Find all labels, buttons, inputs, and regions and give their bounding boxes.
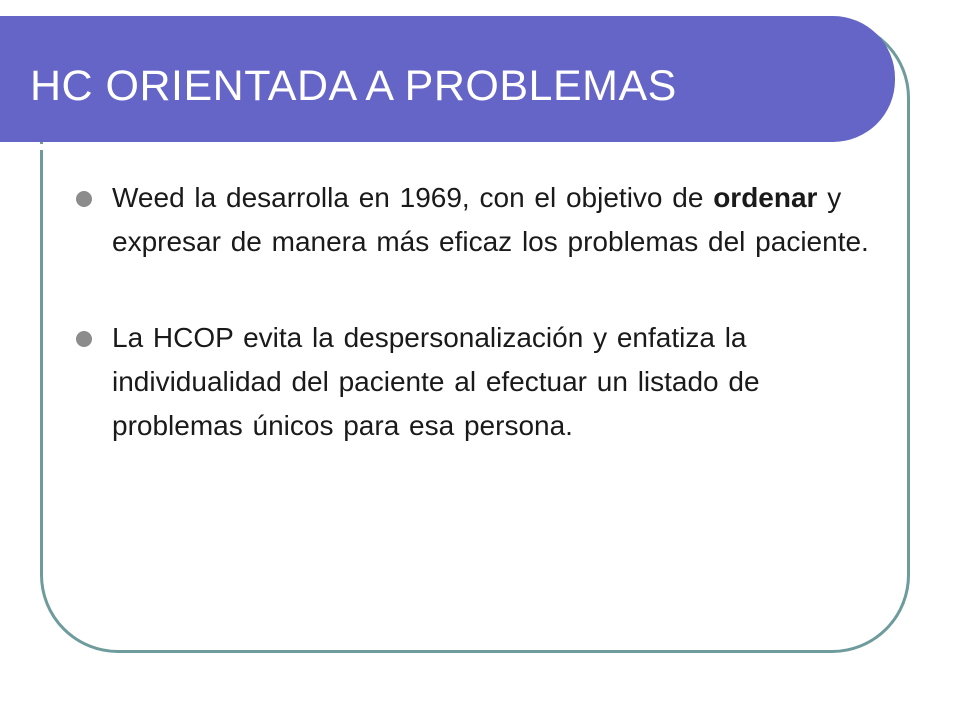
bullet-item (76, 316, 876, 448)
bullet-item (76, 176, 876, 264)
bullet-text: La HCOP evita la despersonalización y enfatiza la individualidad del paciente al efectuar un listado de problemas únicos para esa persona. (112, 322, 760, 441)
bullet-text (112, 182, 869, 257)
bullet-dot-icon (76, 331, 92, 347)
bullet-text-part: Weed la desarrolla en 1969, con el objetivo de (112, 182, 714, 213)
bullet-dot-icon (76, 191, 92, 207)
slide-title: HC ORIENTADA A PROBLEMAS (30, 62, 677, 110)
bullet-text-part: y expresar de manera más eficaz los problemas del paciente. (112, 182, 869, 257)
title-banner (0, 16, 895, 142)
bullet-bold-word: ordenar (713, 182, 818, 213)
title-underline (0, 144, 848, 150)
bullet-list (76, 176, 876, 448)
